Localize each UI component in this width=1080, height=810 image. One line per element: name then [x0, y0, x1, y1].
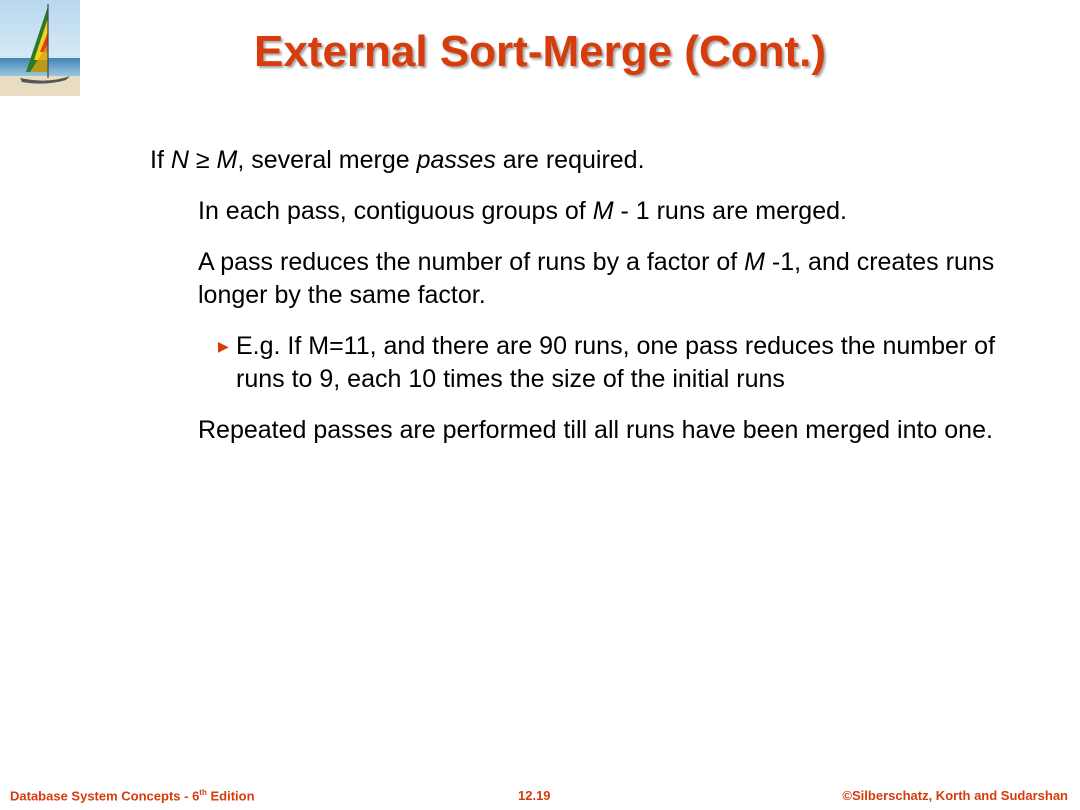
- bullet-level2-repeated: [198, 414, 1010, 447]
- footer-book-title: [10, 788, 255, 803]
- footer-copyright: ©Silberschatz, Korth and Sudarshan: [842, 788, 1068, 803]
- var-m: M: [744, 248, 765, 276]
- text-run: Repeated passes are performed till all runs have been merged into one.: [198, 416, 993, 444]
- footer-left-sup: th: [199, 788, 207, 797]
- text-run: - 1 runs are merged.: [613, 197, 847, 225]
- text-run: , several merge: [237, 146, 417, 174]
- example-text: E.g. If M=11, and there are 90 runs, one pass reduces the number of runs to 9, each 10 times the size of the initial runs: [236, 332, 996, 393]
- slide-number: 12.19: [518, 788, 551, 803]
- bullet-level1-merge-passes: [150, 144, 1010, 177]
- text-run: ≥: [188, 146, 217, 174]
- text-run: In each pass, contiguous groups of: [198, 197, 593, 225]
- footer-left-suffix: Edition: [206, 788, 255, 804]
- bullet-level2-reduce: [198, 246, 1010, 312]
- bullet-level3-example: [218, 330, 1010, 396]
- var-m: M: [216, 146, 238, 174]
- var-n: N: [170, 146, 189, 174]
- text-run: -1, and creates runs longer by the same factor.: [198, 248, 995, 309]
- text-run: If: [150, 146, 171, 174]
- triangle-right-bullet-icon: ▶: [218, 338, 229, 354]
- bullet-level2-groups: [198, 195, 1010, 228]
- text-run: are required.: [495, 146, 645, 174]
- slide-body: [150, 144, 1010, 447]
- emphasis-passes: passes: [416, 146, 496, 174]
- footer-left-prefix: Database System Concepts - 6: [10, 788, 200, 804]
- text-run: A pass reduces the number of runs by a factor of: [198, 248, 745, 276]
- slide-title: External Sort-Merge (Cont.): [253, 27, 827, 76]
- var-m: M: [592, 197, 614, 225]
- slide-footer: [0, 788, 1080, 808]
